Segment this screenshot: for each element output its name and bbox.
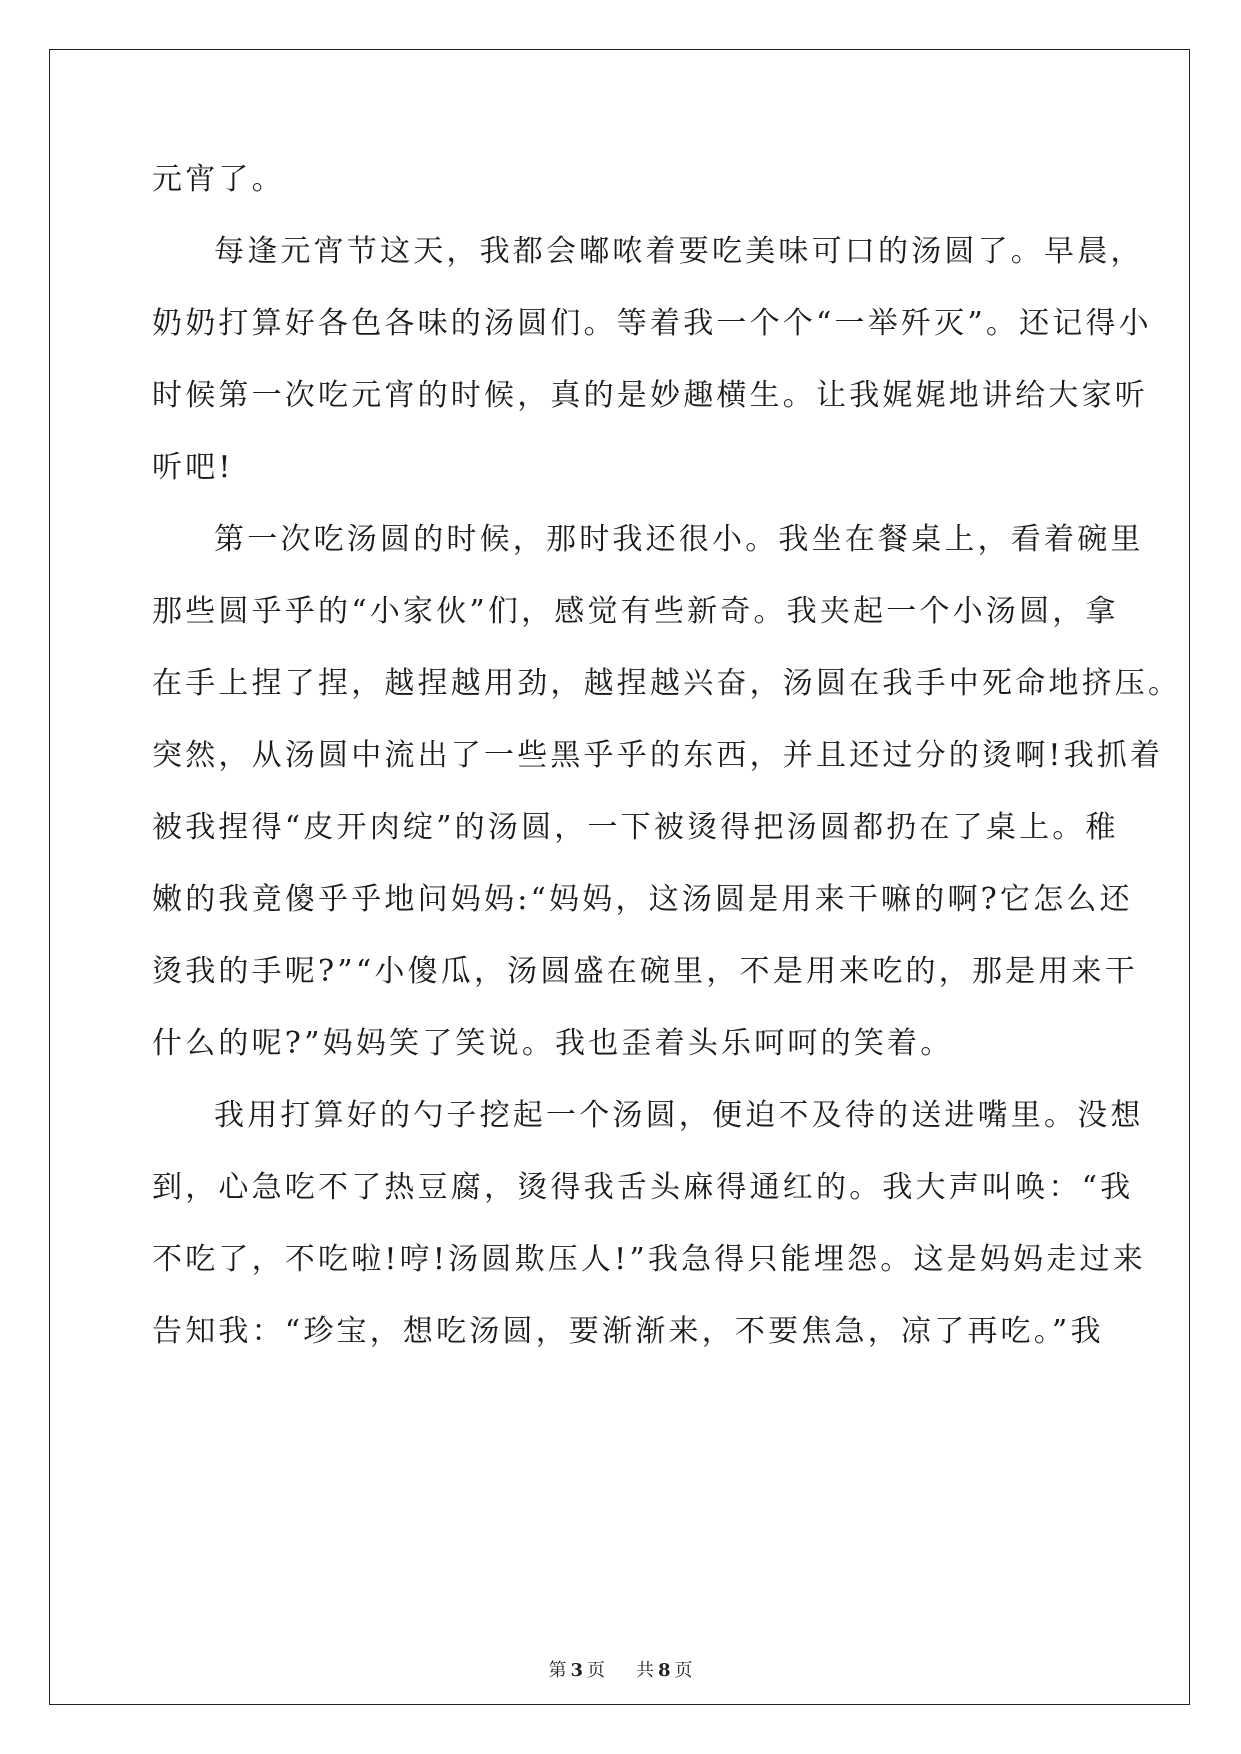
text-line: 在手上捏了捏，越捏越用劲，越捏越兴奋，汤圆在我手中死命地挤压。 [152, 666, 1182, 701]
text-line: 告知我：“珍宝，想吃汤圆，要渐渐来，不要焦急，凉了再吃。”我 [152, 1314, 1104, 1349]
page-number [547, 1660, 608, 1681]
text-line: 到，心急吃不了热豆腐，烫得我舌头麻得通红的。我大声叫唤：“我 [152, 1170, 1134, 1205]
text-line: 时候第一次吃元宵的时候，真的是妙趣横生。让我娓娓地讲给大家听 [152, 378, 1148, 413]
total-count: 8 [657, 1660, 671, 1681]
page-footer [0, 1660, 1241, 1682]
text-line: 被我捏得“皮开肉绽”的汤圆，一下被烫得把汤圆都扔在了桌上。稚 [152, 810, 1119, 845]
text-line: 每逢元宵节这天，我都会嘟哝着要吃美味可口的汤圆了。早晨， [214, 234, 1144, 269]
text-line: 元宵了。 [152, 162, 285, 197]
text-line: 烫我的手呢?”“小傻瓜，汤圆盛在碗里，不是用来吃的，那是用来干 [152, 954, 1138, 989]
page-prefix: 第 [548, 1660, 567, 1681]
text-line: 嫩的我竟傻乎乎地问妈妈:“妈妈，这汤圆是用来干嘛的啊?它怎么还 [152, 882, 1133, 917]
current-page: 3 [570, 1660, 584, 1681]
text-line: 第一次吃汤圆的时候，那时我还很小。我坐在餐桌上，看着碗里 [214, 522, 1144, 557]
total-suffix: 页 [674, 1660, 693, 1681]
text-line: 什么的呢?”妈妈笑了笑说。我也歪着头乐呵呵的笑着。 [152, 1026, 954, 1061]
total-prefix: 共 [635, 1660, 654, 1681]
text-line: 那些圆乎乎的“小家伙”们，感觉有些新奇。我夹起一个小汤圆，拿 [152, 594, 1119, 629]
page-suffix: 页 [587, 1660, 606, 1681]
page-border [49, 49, 1190, 1705]
text-line: 突然，从汤圆中流出了一些黑乎乎的东西，并且还过分的烫啊!我抓着 [152, 738, 1164, 773]
text-line: 不吃了，不吃啦!哼!汤圆欺压人!”我急得只能埋怨。这是妈妈走过来 [152, 1242, 1146, 1277]
text-line: 奶奶打算好各色各味的汤圆们。等着我一个个“一举歼灭”。还记得小 [152, 306, 1152, 341]
text-line: 听吧! [152, 450, 234, 485]
text-line: 我用打算好的勺子挖起一个汤圆，便迫不及待的送进嘴里。没想 [214, 1098, 1144, 1133]
total-pages [634, 1660, 695, 1681]
